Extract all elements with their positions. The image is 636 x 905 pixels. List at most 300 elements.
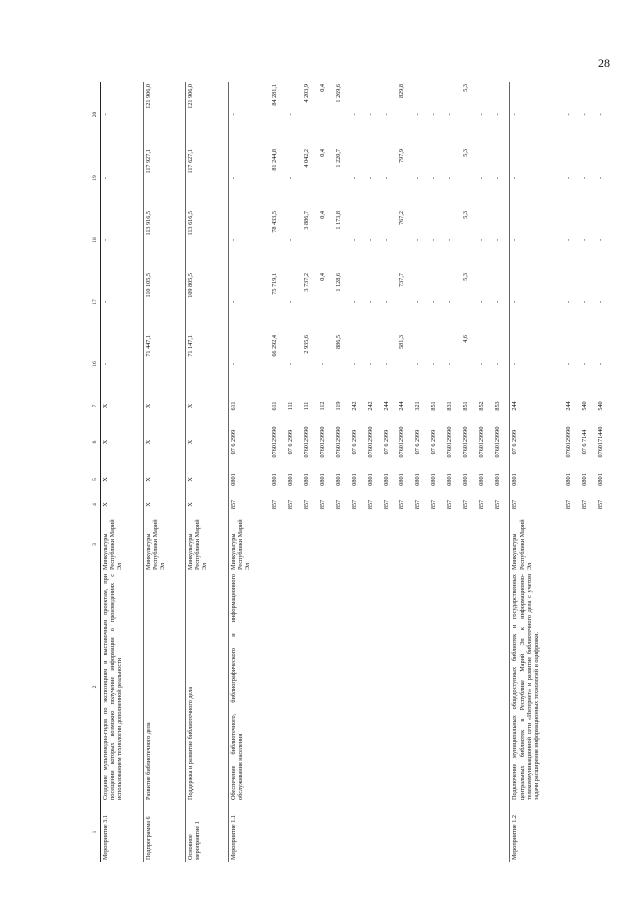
- cell-c4: 857: [494, 499, 502, 510]
- cell-c20: -: [101, 82, 144, 147]
- cell-c1: Основное мероприятие 1: [186, 802, 229, 862]
- cell-c2: Развитие библиотечного дела: [143, 572, 186, 802]
- cell-c7: 540: [596, 401, 604, 411]
- header-cell: 18: [92, 209, 101, 271]
- cell-c16: -: [318, 362, 326, 366]
- cell-c2: [366, 572, 382, 802]
- cell-c7: 831: [446, 401, 454, 411]
- cell-c17: -: [414, 300, 422, 304]
- cell-c4: 857: [398, 499, 406, 510]
- cell-c19: -: [228, 147, 270, 209]
- cell-c1: Мероприятие 3.1: [101, 802, 144, 862]
- cell-c1: [580, 802, 596, 862]
- cell-c16: 71 447,1: [143, 333, 186, 395]
- cell-c4: 857: [510, 492, 564, 517]
- cell-c18: 113 916,5: [143, 209, 186, 271]
- cell-c19: 117 927,1: [143, 147, 186, 209]
- cell-c17: 0,4: [318, 273, 326, 281]
- cell-c16: 4,6: [462, 335, 470, 343]
- cell-c6: 07 6 2999: [350, 429, 358, 455]
- table-row: [477, 82, 493, 862]
- cell-c3: Минкультуры Республики Марий Эл: [143, 517, 186, 572]
- header-cell: 16: [92, 333, 101, 395]
- cell-c4: Х: [143, 492, 186, 517]
- cell-c19: 797,9: [398, 149, 406, 163]
- cell-c19: -: [382, 176, 390, 180]
- cell-c20: -: [580, 113, 588, 116]
- cell-c6: Х: [143, 417, 186, 467]
- cell-c17: -: [366, 300, 374, 304]
- cell-c5: 0801: [478, 473, 486, 486]
- table-row: [350, 82, 366, 862]
- cell-c1: [564, 802, 580, 862]
- cell-c18: -: [366, 238, 374, 242]
- cell-c6: 07 6 7144: [580, 429, 588, 455]
- cell-c6: 07 6 2999: [382, 429, 390, 455]
- cell-c5: 0801: [318, 473, 326, 486]
- cell-c5: 0801: [565, 473, 573, 486]
- cell-c7: 111: [302, 401, 310, 411]
- cell-c18: 113 616,5: [186, 209, 229, 271]
- cell-c18: 1 173,8: [334, 211, 342, 230]
- cell-c17: -: [494, 300, 502, 304]
- cell-c20: -: [494, 113, 502, 116]
- cell-c20: -: [446, 113, 454, 116]
- cell-c7: Х: [101, 395, 144, 417]
- cell-c18: 5,3: [462, 211, 470, 219]
- cell-c6: 0760129990: [478, 426, 486, 458]
- cell-c2: [564, 572, 580, 802]
- cell-c20: -: [286, 113, 294, 116]
- cell-c6: 0760129990: [398, 426, 406, 458]
- cell-c17: -: [510, 271, 564, 333]
- cell-c16: -: [430, 362, 438, 366]
- cell-c20: -: [414, 113, 422, 116]
- cell-c7: 244: [398, 401, 406, 411]
- cell-c17: -: [478, 300, 486, 304]
- cell-c18: 0,4: [318, 211, 326, 219]
- cell-c17: -: [382, 300, 390, 304]
- cell-c20: -: [596, 113, 604, 116]
- cell-c1: [596, 802, 612, 862]
- cell-c2: [429, 572, 445, 802]
- cell-c2: Создание мультимедиа-гидов по экспозициям и выставочным проектам, при посещении которых возможно получение информации о произведениях с использованием технологии дополненной реальности: [101, 572, 144, 802]
- cell-c20: 121 906,0: [143, 82, 186, 147]
- cell-c19: 1 220,7: [334, 149, 342, 168]
- cell-c16: -: [228, 333, 270, 395]
- cell-c17: -: [350, 300, 358, 304]
- cell-c5: 0801: [398, 473, 406, 486]
- cell-c1: Мероприятие 1.2: [510, 802, 564, 862]
- table-row: [382, 82, 398, 862]
- table-row: [580, 82, 596, 862]
- header-cell: 5: [92, 467, 101, 492]
- cell-c18: -: [596, 238, 604, 242]
- cell-c16: -: [596, 362, 604, 366]
- cell-c2: [286, 572, 302, 802]
- cell-c20: 4 203,9: [302, 84, 310, 103]
- cell-c19: -: [286, 176, 294, 180]
- cell-c17: -: [580, 300, 588, 304]
- cell-c5: 0801: [382, 473, 390, 486]
- cell-c2: [318, 572, 334, 802]
- cell-c17: -: [101, 271, 144, 333]
- cell-c1: [397, 802, 413, 862]
- cell-c7: 851: [462, 401, 470, 411]
- cell-c17: -: [228, 271, 270, 333]
- cell-c17: 5,3: [462, 273, 470, 281]
- cell-c18: -: [478, 238, 486, 242]
- table-row: [397, 82, 413, 862]
- cell-c2: [445, 572, 461, 802]
- cell-c7: 244: [565, 401, 573, 411]
- cell-c4: 857: [446, 499, 454, 510]
- cell-c4: 857: [596, 499, 604, 510]
- cell-c17: -: [446, 300, 454, 304]
- cell-c5: 0801: [596, 473, 604, 486]
- header-cell: 7: [92, 395, 101, 417]
- cell-c18: -: [430, 238, 438, 242]
- cell-c18: 767,2: [398, 211, 406, 225]
- cell-c6: 07 6 2999: [510, 417, 564, 467]
- table-row: [461, 82, 477, 862]
- cell-c16: -: [286, 362, 294, 366]
- cell-c6: 0760129990: [462, 426, 470, 458]
- cell-c6: 0760129990: [494, 426, 502, 458]
- cell-c1: Мероприятие 1.1: [228, 802, 270, 862]
- cell-c20: -: [430, 113, 438, 116]
- cell-c19: -: [430, 176, 438, 180]
- table-row: [101, 82, 144, 862]
- header-row: [92, 82, 101, 862]
- cell-c19: -: [350, 176, 358, 180]
- cell-c19: -: [565, 176, 573, 180]
- cell-c7: 244: [382, 401, 390, 411]
- cell-c19: -: [101, 147, 144, 209]
- cell-c3: [580, 517, 596, 572]
- cell-c16: -: [580, 362, 588, 366]
- cell-c7: 111: [286, 401, 294, 411]
- cell-c19: 4 042,2: [302, 149, 310, 168]
- cell-c2: [270, 572, 286, 802]
- cell-c6: 07 6 2999: [286, 429, 294, 455]
- cell-c5: 0801: [580, 473, 588, 486]
- cell-c18: -: [350, 238, 358, 242]
- table-row: [318, 82, 334, 862]
- cell-c5: 0801: [334, 473, 342, 486]
- cell-c1: Подпрограмма 6: [143, 802, 186, 862]
- table-row: [143, 82, 186, 862]
- cell-c4: 857: [580, 499, 588, 510]
- cell-c17: -: [565, 300, 573, 304]
- cell-c2: [397, 572, 413, 802]
- cell-c19: -: [596, 176, 604, 180]
- cell-c4: 857: [478, 499, 486, 510]
- cell-c20: 829,8: [398, 84, 406, 98]
- cell-c5: Х: [143, 467, 186, 492]
- cell-c4: Х: [186, 492, 229, 517]
- cell-c1: [302, 802, 318, 862]
- table-row: [445, 82, 461, 862]
- header-cell: 17: [92, 271, 101, 333]
- cell-c6: 0760129990: [565, 426, 573, 458]
- cell-c3: [477, 517, 493, 572]
- cell-c6: 07 6 2999: [228, 417, 270, 467]
- cell-c6: 07 6 2999: [430, 429, 438, 455]
- cell-c6: 0760129990: [302, 426, 310, 458]
- cell-c17: -: [596, 300, 604, 304]
- cell-c17: 1 128,6: [334, 273, 342, 292]
- header-cell: 1: [92, 802, 101, 862]
- cell-c4: 857: [382, 499, 390, 510]
- cell-c18: -: [565, 238, 573, 242]
- cell-c6: 0760129990: [334, 426, 342, 458]
- cell-c3: Минкультуры Республики Марий Эл: [228, 517, 270, 572]
- cell-c5: 0801: [510, 467, 564, 492]
- page-number: 28: [598, 56, 610, 70]
- cell-c19: -: [510, 147, 564, 209]
- cell-c19: 81 244,8: [270, 149, 278, 171]
- cell-c4: 857: [565, 499, 573, 510]
- cell-c16: -: [510, 333, 564, 395]
- header-cell: 3: [92, 517, 101, 572]
- cell-c19: -: [494, 176, 502, 180]
- cell-c7: Х: [186, 395, 229, 417]
- cell-c17: 737,7: [398, 273, 406, 287]
- cell-c2: [350, 572, 366, 802]
- cell-c2: Обеспечение библиотечного, библиографического и информационного обслуживания населения: [228, 572, 270, 802]
- table-row: [366, 82, 382, 862]
- cell-c16: -: [494, 362, 502, 366]
- cell-c6: 0760171440: [596, 426, 604, 458]
- cell-c19: -: [446, 176, 454, 180]
- table-row: [413, 82, 429, 862]
- cell-c5: 0801: [228, 467, 270, 492]
- cell-c4: 857: [228, 492, 270, 517]
- cell-c16: -: [478, 362, 486, 366]
- cell-c5: 0801: [302, 473, 310, 486]
- cell-c18: -: [414, 238, 422, 242]
- cell-c1: [461, 802, 477, 862]
- table-row: [186, 82, 229, 862]
- cell-c1: [493, 802, 510, 862]
- cell-c16: -: [366, 362, 374, 366]
- cell-c18: 3 886,7: [302, 211, 310, 230]
- cell-c20: 0,4: [318, 84, 326, 92]
- table-row: [493, 82, 510, 862]
- cell-c2: [493, 572, 510, 802]
- header-cell: 6: [92, 417, 101, 467]
- cell-c7: 321: [414, 401, 422, 411]
- cell-c18: -: [510, 209, 564, 271]
- cell-c17: -: [286, 300, 294, 304]
- cell-c7: 611: [270, 401, 278, 411]
- header-cell: 20: [92, 82, 101, 147]
- header-cell: 4: [92, 492, 101, 517]
- cell-c20: 1 269,6: [334, 84, 342, 103]
- cell-c1: [477, 802, 493, 862]
- cell-c5: 0801: [350, 473, 358, 486]
- cell-c20: -: [350, 113, 358, 116]
- cell-c4: 857: [270, 499, 278, 510]
- cell-c3: [318, 517, 334, 572]
- cell-c17: 109 805,5: [186, 271, 229, 333]
- cell-c20: 121 906,0: [186, 82, 229, 147]
- cell-c3: [429, 517, 445, 572]
- cell-c7: 242: [366, 401, 374, 411]
- cell-c19: -: [366, 176, 374, 180]
- cell-c1: [413, 802, 429, 862]
- cell-c20: -: [382, 113, 390, 116]
- cell-c7: 852: [478, 401, 486, 411]
- cell-c1: [366, 802, 382, 862]
- cell-c6: Х: [101, 417, 144, 467]
- cell-c2: [580, 572, 596, 802]
- table-row: [286, 82, 302, 862]
- cell-c3: [493, 517, 510, 572]
- cell-c6: 0760129990: [318, 426, 326, 458]
- cell-c5: 0801: [446, 473, 454, 486]
- cell-c5: 0801: [430, 473, 438, 486]
- cell-c16: 71 147,1: [186, 333, 229, 395]
- cell-c7: 851: [430, 401, 438, 411]
- cell-c2: [413, 572, 429, 802]
- cell-c3: [445, 517, 461, 572]
- cell-c6: 07 6 2999: [414, 429, 422, 455]
- cell-c1: [318, 802, 334, 862]
- cell-c3: [270, 517, 286, 572]
- cell-c7: 244: [510, 395, 564, 417]
- cell-c7: 540: [580, 401, 588, 411]
- cell-c16: -: [414, 362, 422, 366]
- cell-c19: -: [478, 176, 486, 180]
- cell-c16: -: [101, 333, 144, 395]
- table-row: [334, 82, 350, 862]
- cell-c20: -: [228, 82, 270, 147]
- cell-c17: 3 737,2: [302, 273, 310, 292]
- cell-c18: -: [286, 238, 294, 242]
- cell-c5: 0801: [286, 473, 294, 486]
- cell-c4: 857: [302, 499, 310, 510]
- cell-c4: 857: [462, 499, 470, 510]
- cell-c3: Минкультуры Республики Марий Эл: [186, 517, 229, 572]
- cell-c5: 0801: [462, 473, 470, 486]
- cell-c3: Минкультуры Республики Марий Эл: [510, 517, 564, 572]
- cell-c7: 112: [318, 401, 326, 411]
- cell-c3: [366, 517, 382, 572]
- cell-c5: 0801: [414, 473, 422, 486]
- cell-c18: -: [580, 238, 588, 242]
- cell-c7: 611: [228, 395, 270, 417]
- cell-c20: -: [565, 113, 573, 116]
- table-row: [429, 82, 445, 862]
- table-row: [510, 82, 564, 862]
- cell-c3: [302, 517, 318, 572]
- cell-c19: 117 627,1: [186, 147, 229, 209]
- cell-c17: 75 719,1: [270, 273, 278, 295]
- cell-c3: [564, 517, 580, 572]
- cell-c16: -: [446, 362, 454, 366]
- cell-c19: -: [580, 176, 588, 180]
- cell-c2: [382, 572, 398, 802]
- cell-c7: 119: [334, 401, 342, 411]
- cell-c3: [397, 517, 413, 572]
- cell-c2: [302, 572, 318, 802]
- rotated-table-area: [92, 82, 612, 862]
- cell-c16: -: [565, 362, 573, 366]
- cell-c3: [334, 517, 350, 572]
- budget-table: [92, 82, 612, 862]
- cell-c3: [596, 517, 612, 572]
- cell-c16: 2 935,6: [302, 335, 310, 354]
- cell-c17: 110 105,5: [143, 271, 186, 333]
- cell-c6: 0760129990: [270, 426, 278, 458]
- cell-c2: [596, 572, 612, 802]
- cell-c16: -: [350, 362, 358, 366]
- cell-c2: [334, 572, 350, 802]
- cell-c5: 0801: [366, 473, 374, 486]
- cell-c4: 857: [334, 499, 342, 510]
- cell-c1: [429, 802, 445, 862]
- cell-c18: -: [228, 209, 270, 271]
- cell-c20: -: [510, 82, 564, 147]
- table-row: [228, 82, 270, 862]
- cell-c3: [350, 517, 366, 572]
- cell-c4: 857: [414, 499, 422, 510]
- cell-c2: [461, 572, 477, 802]
- cell-c5: 0801: [270, 473, 278, 486]
- cell-c2: [477, 572, 493, 802]
- cell-c16: 66 292,4: [270, 335, 278, 357]
- cell-c4: 857: [430, 499, 438, 510]
- cell-c18: -: [494, 238, 502, 242]
- cell-c20: -: [366, 113, 374, 116]
- table-row: [270, 82, 286, 862]
- cell-c16: 581,3: [398, 335, 406, 349]
- cell-c18: 78 433,5: [270, 211, 278, 233]
- cell-c2: Подключение муниципальных общедоступных библиотек и государственных центральных библиотек в Республике Марий Эл к информационно-телекоммуникационной сети «Интернет» и развитие библиотечного дела с учетом задачи расширения информационных технологий и оцифровки.: [510, 572, 564, 802]
- cell-c7: 242: [350, 401, 358, 411]
- cell-c6: Х: [186, 417, 229, 467]
- cell-c7: 853: [494, 401, 502, 411]
- cell-c3: [461, 517, 477, 572]
- cell-c6: 0760129990: [366, 426, 374, 458]
- cell-c1: [382, 802, 398, 862]
- cell-c5: 0801: [494, 473, 502, 486]
- cell-c3: [413, 517, 429, 572]
- cell-c5: Х: [186, 467, 229, 492]
- table-row: [564, 82, 580, 862]
- table-body: [101, 82, 613, 862]
- cell-c3: Минкультуры Республики Марий Эл: [101, 517, 144, 572]
- cell-c18: -: [382, 238, 390, 242]
- cell-c16: 886,5: [334, 335, 342, 349]
- header-cell: 2: [92, 572, 101, 802]
- cell-c4: 857: [286, 499, 294, 510]
- cell-c1: [445, 802, 461, 862]
- table-row: [302, 82, 318, 862]
- cell-c4: 857: [350, 499, 358, 510]
- cell-c18: -: [101, 209, 144, 271]
- cell-c4: 857: [366, 499, 374, 510]
- cell-c6: 0760129990: [446, 426, 454, 458]
- cell-c1: [350, 802, 366, 862]
- cell-c5: Х: [101, 467, 144, 492]
- cell-c1: [286, 802, 302, 862]
- cell-c3: [286, 517, 302, 572]
- cell-c18: -: [446, 238, 454, 242]
- cell-c1: [334, 802, 350, 862]
